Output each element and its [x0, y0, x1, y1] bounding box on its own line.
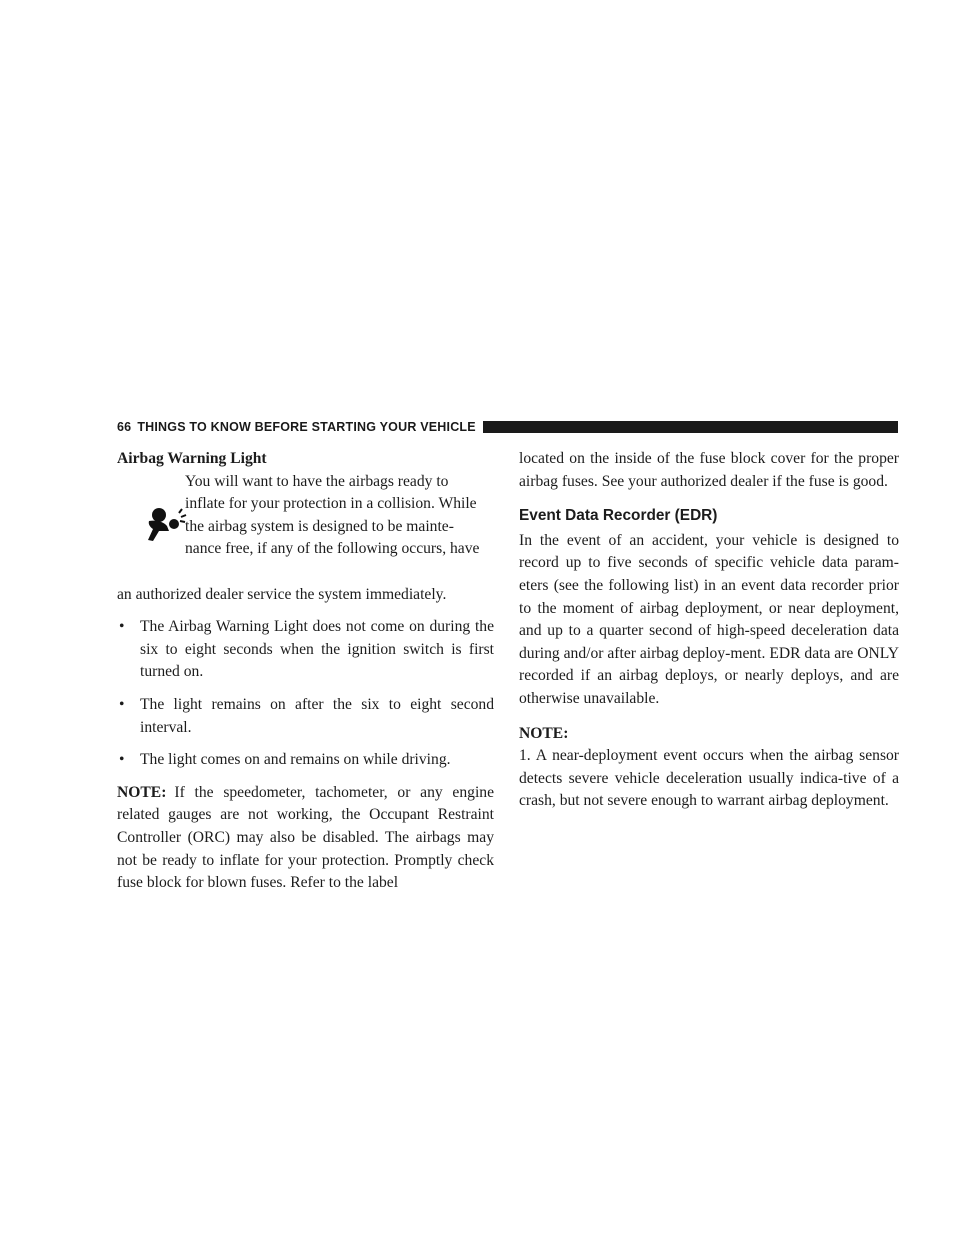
airbag-intro: [117, 471, 494, 584]
list-item-text: The light remains on after the six to eight second interval.: [140, 695, 494, 736]
note-paragraph: [117, 782, 494, 895]
intro-continuation: an authorized dealer service the system immediately.: [117, 585, 447, 603]
chapter-title: THINGS TO KNOW BEFORE STARTING YOUR VEHICLE: [137, 420, 476, 434]
list-item-text: The Airbag Warning Light does not come on during the six to eight seconds when the ignition switch is first turned on.: [140, 618, 494, 681]
intro-line: You will want to have the airbags ready to: [185, 472, 449, 490]
airbag-warning-heading: Airbag Warning Light: [117, 450, 267, 467]
bullet-marker: •: [119, 618, 125, 636]
edr-heading: Event Data Recorder (EDR): [519, 507, 718, 525]
intro-line: nance free, if any of the following occurs, have: [185, 540, 480, 558]
edr-note-heading: NOTE:: [519, 724, 569, 742]
list-item-text: The light comes on and remains on while driving.: [140, 751, 451, 769]
edr-note-item: 1. A near-deployment event occurs when the airbag sensor detects severe vehicle deceleration usually indica-tive of a crash, but not severe enough to warrant airbag deployment.: [519, 747, 899, 810]
page-number: 66: [117, 420, 132, 434]
bullet-marker: •: [119, 695, 125, 713]
intro-line: the airbag system is designed to be mainte-: [185, 517, 454, 535]
airbag-warning-icon: [141, 507, 187, 543]
list-item: [117, 616, 494, 684]
edr-paragraph: In the event of an accident, your vehicle is designed to record up to five seconds of specific vehicle data param-eters (see the following list) in an event data recorder prior to the moment of airbag deployment, or near deployment, and up to a quarter second of high-speed deceleration data during and/or after airbag deploy-ment. EDR data are ONLY recorded if an airbag deploys, or nearly deploys, and are otherwise unavailable.: [519, 531, 899, 707]
header-rule: [483, 421, 898, 433]
warning-conditions-list: [117, 616, 494, 772]
note-text: If the speedometer, tachometer, or any engine related gauges are not working, the Occupant Restraint Controller (ORC) may also be disabled. The airbags may not be ready to inflate for your protection. Promptly check fuse block for blown fuses. Refer to the label: [117, 783, 494, 892]
left-column: [117, 448, 494, 895]
list-item: [117, 694, 494, 739]
note-label: NOTE:: [117, 783, 167, 801]
continued-paragraph: located on the inside of the fuse block cover for the proper airbag fuses. See your authorized dealer if the fuse is good.: [519, 450, 899, 490]
bullet-marker: •: [119, 751, 125, 769]
list-item: [117, 749, 494, 772]
right-column: [519, 448, 899, 813]
page-header: [117, 418, 898, 436]
intro-line: inflate for your protection in a collision. While: [185, 495, 477, 513]
